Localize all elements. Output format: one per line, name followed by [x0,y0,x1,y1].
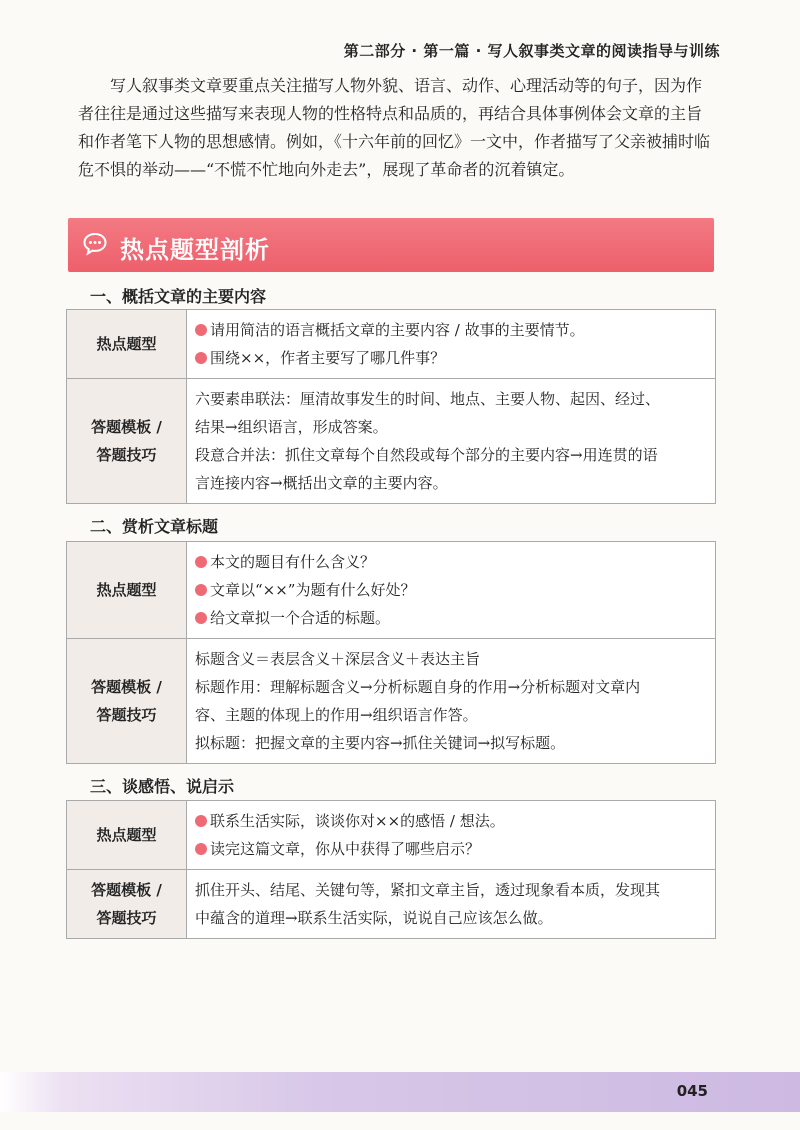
answer-template-cell [187,870,716,939]
template-line: 结果→组织语言，形成答案。 [195,418,388,436]
running-header: 第二部分 · 第一篇 · 写人叙事类文章的阅读指导与训练 [343,42,720,60]
section-title-insight: 三、谈感悟、说启示 [90,777,235,796]
bullet-icon [195,324,207,336]
bullet-icon [195,612,207,624]
hot-question-label: 热点题型 [67,801,187,870]
template-line: 抓住开头、结尾、关键句等，紧扣文章主旨，透过现象看本质，发现其 [195,881,661,899]
answer-template-cell [187,639,716,764]
table-row [67,310,716,379]
answer-template-label [67,639,187,764]
section-table-headline [66,541,716,764]
table-row [67,870,716,939]
answer-template-cell [187,379,716,504]
hot-question-label: 热点题型 [67,310,187,379]
intro-line: 危不惧的举动——“不慌不忙地向外走去”，展现了革命者的沉着镇定。 [78,160,575,179]
table-row [67,639,716,764]
template-line: 言连接内容→概括出文章的主要内容。 [195,474,448,492]
template-line: 六要素串联法：厘清故事发生的时间、地点、主要人物、起因、经过、 [195,390,661,408]
label-line: 答题技巧 [96,909,157,927]
label-line: 答题模板 / [91,418,162,436]
template-line: 标题作用：理解标题含义→分析标题自身的作用→分析标题对文章内 [195,678,641,696]
hot-question-item [195,316,705,344]
bullet-icon [195,815,207,827]
table-row [67,542,716,639]
intro-line: 写人叙事类文章要重点关注描写人物外貌、语言、动作、心理活动等的句子，因为作 [110,76,703,95]
hot-question-item [195,344,705,372]
hot-question-item [195,604,705,632]
hot-question-text: 给文章拟一个合适的标题。 [210,609,391,627]
intro-line: 者往往是通过这些描写来表现人物的性格特点和品质的，再结合具体事例体会文章的主旨 [78,104,703,123]
hot-question-cell [187,542,716,639]
hot-question-cell [187,310,716,379]
speech-bubble-icon [82,231,108,257]
hot-question-text: 围绕××，作者主要写了哪几件事？ [210,349,446,367]
hot-question-cell [187,801,716,870]
section-title-headline: 二、赏析文章标题 [90,517,219,536]
answer-template-label [67,870,187,939]
bullet-icon [195,843,207,855]
banner-title: 热点题型剖析 [120,236,270,264]
hot-question-text: 本文的题目有什么含义？ [210,553,376,571]
label-line: 答题模板 / [91,678,162,696]
hot-question-text: 文章以“××”为题有什么好处？ [210,581,416,599]
footer-bar [0,1072,800,1112]
hot-question-item [195,548,705,576]
page-number: 045 [676,1082,708,1100]
hot-question-item [195,807,705,835]
section-table-insight [66,800,716,939]
table-row [67,379,716,504]
template-line: 拟标题：把握文章的主要内容→抓住关键词→拟写标题。 [195,734,566,752]
hot-question-label: 热点题型 [67,542,187,639]
label-line: 答题技巧 [96,706,157,724]
table-row [67,801,716,870]
section-title-summary: 一、概括文章的主要内容 [90,287,267,306]
answer-template-label [67,379,187,504]
template-line: 段意合并法：抓住文章每个自然段或每个部分的主要内容→用连贯的语 [195,446,658,464]
bullet-icon [195,556,207,568]
bullet-icon [195,584,207,596]
hot-question-text: 联系生活实际，谈谈你对××的感悟 / 想法。 [210,812,505,830]
label-line: 答题模板 / [91,881,162,899]
hot-question-text: 请用简洁的语言概括文章的主要内容 / 故事的主要情节。 [210,321,585,339]
template-line: 中蕴含的道理→联系生活实际，说说自己应该怎么做。 [195,909,553,927]
bullet-icon [195,352,207,364]
section-banner [68,218,714,272]
hot-question-item [195,576,705,604]
label-line: 答题技巧 [96,446,157,464]
hot-question-item [195,835,705,863]
template-line: 容、主题的体现上的作用→组织语言作答。 [195,706,478,724]
template-line: 标题含义＝表层含义＋深层含义＋表达主旨 [195,650,481,668]
intro-paragraph [78,72,720,184]
section-table-summary [66,309,716,504]
hot-question-text: 读完这篇文章，你从中获得了哪些启示？ [210,840,481,858]
intro-line: 和作者笔下人物的思想感情。例如，《十六年前的回忆》一文中，作者描写了父亲被捕时临 [78,132,711,151]
